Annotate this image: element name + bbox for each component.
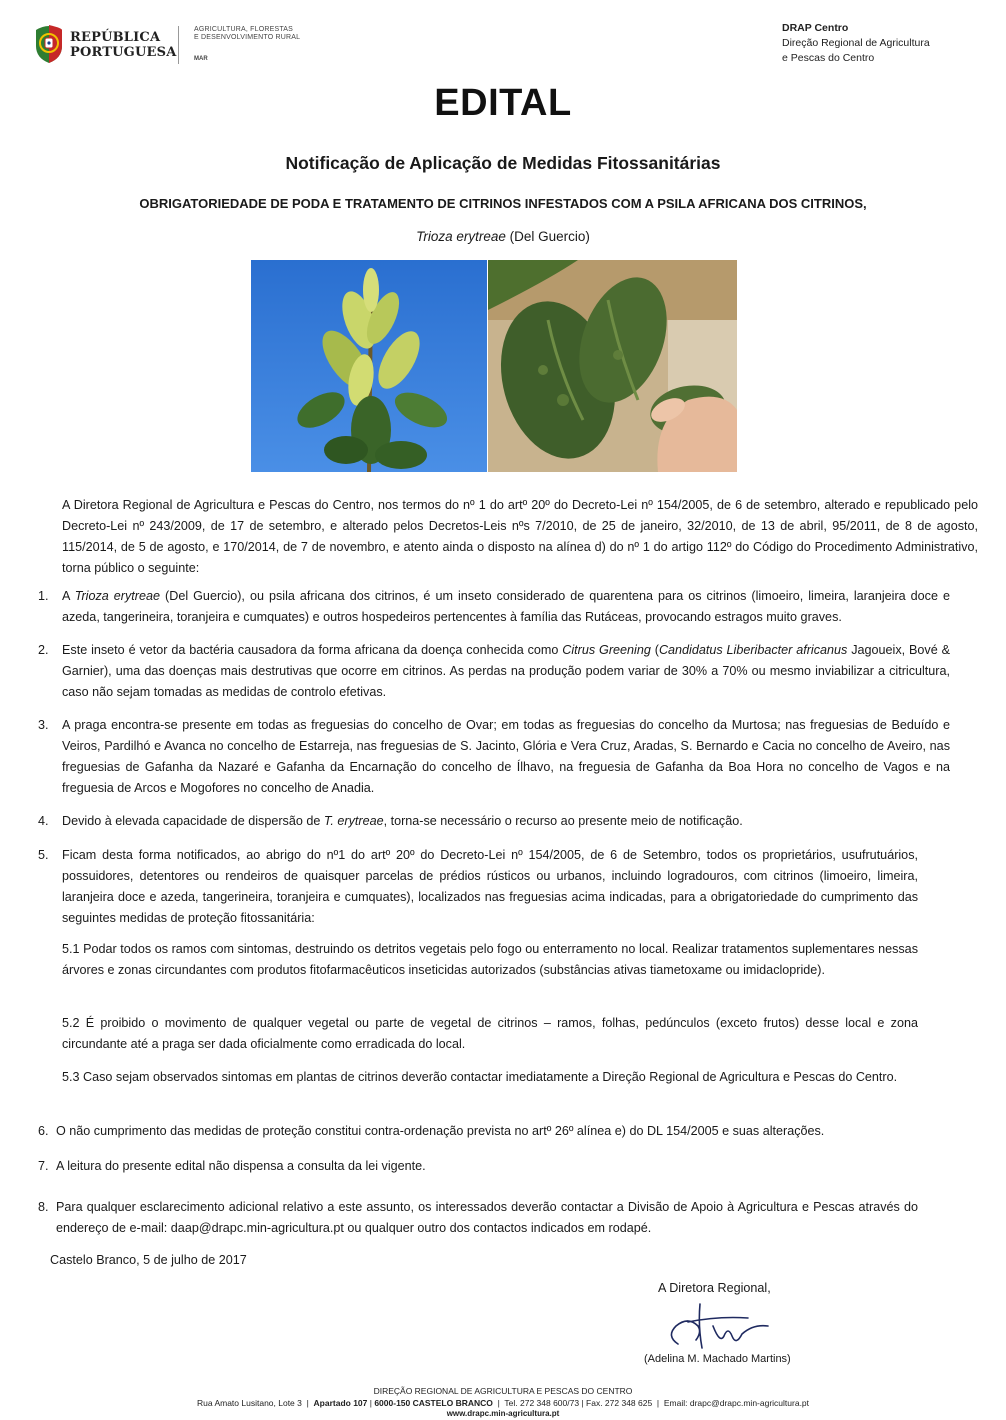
item-2-part-a: Este inseto é vetor da bactéria causadora da forma africana da doença conhecida como: [62, 643, 563, 657]
item-6-text: O não cumprimento das medidas de proteção constitui contra-ordenação prevista no artº 26º alínea e) do DL 154/2005 e suas alterações.: [56, 1124, 825, 1138]
ministry-line-1: AGRICULTURA, FLORESTAS: [194, 26, 294, 33]
footer-box: Apartado 107: [313, 1398, 368, 1408]
republica-portuguesa-logo: [32, 22, 302, 68]
organization-short-name: DRAP Centro: [782, 22, 849, 34]
item-7-number: 7.: [38, 1159, 49, 1173]
item-2-part-e: Jagoueix, Bové & Garnier), uma das doenças mais destrutivas que ocorre em citrinos. As perdas na produção podem variar de 30% a 70% ou mesmo inviabilizar a citricultura, caso não sejam tomadas as medidas de controlo efetivas.: [62, 643, 950, 699]
item-1-text: [62, 586, 950, 628]
footer-email: Email: drapc@drapc.min-agricultura.pt: [663, 1398, 810, 1408]
photo-infested-citrus-shoot: [251, 260, 487, 472]
item-4-part-a: Devido à elevada capacidade de dispersão de: [62, 814, 324, 828]
item-8-text: Para qualquer esclarecimento adicional relativo a este assunto, os interessados deverão contactar a Divisão de Apoio à Agricultura e Pescas através do endereço de e-mail: daap@drapc.min-agricultura.pt ou qualquer outro dos contactos indicados em rodapé.: [56, 1200, 918, 1235]
intro-paragraph: A Diretora Regional de Agricultura e Pescas do Centro, nos termos do nº 1 do artº 20º do Decreto-Lei nº 154/2005, de 6 de setembro, alterado e republicado pelo Decreto-Lei nº 243/2009, de 17 de setembro, e alterado pelos Decretos-Leis nºs 7/2010, de 25 de janeiro, 32/2010, de 13 de abril, 95/2011, de 8 de agosto, 115/2014, de 5 de agosto, e 170/2014, de 7 de novembro, e atento ainda o disposto na alínea d) do nº 1 do artigo 112º do Código do Procedimento Administrativo, torna público o seguinte:: [62, 498, 978, 575]
species-name: Trioza erytreae: [416, 229, 506, 244]
footer-address: Rua Amato Lusitano, Lote 3: [196, 1398, 302, 1408]
ministry-line-2: E DESENVOLVIMENTO RURAL: [194, 34, 301, 41]
item-1-species: Trioza erytreae: [74, 589, 161, 603]
document-title: EDITAL: [434, 82, 572, 124]
item-3-number: 3.: [38, 718, 49, 732]
photo-leaf-galls-in-hand: [488, 260, 737, 472]
coat-of-arms-icon: [32, 24, 66, 64]
item-3-text: A praga encontra-se presente em todas as freguesias do concelho de Ovar; em todas as freguesias do concelho da Murtosa; nas freguesias de Beduído e Veiros, Pardilhó e Avanca no concelho de Estarreja, nas freguesias de S. Jacinto, Glória e Vera Cruz, Aradas, S. Bernardo e Cacia no concelho de Aveiro, nas freguesias de Gafanha da Nazaré e Gafanha da Encarnação do concelho de Ílhavo, na freguesia de Gafanha da Boa Hora no concelho de Vagos e na freguesia de Arcos e Mogofores no concelho de Anadia.: [62, 718, 950, 795]
item-1-number: 1.: [38, 589, 49, 603]
logo-divider: [178, 26, 179, 64]
organization-block: [782, 21, 930, 66]
signatory-role: A Diretora Regional,: [658, 1281, 771, 1295]
item-4-part-c: , torna-se necessário o recurso ao presente meio de notificação.: [383, 814, 743, 828]
organization-name-line-2: e Pescas do Centro: [782, 52, 875, 64]
footer-phone: Tel. 272 348 600/73: [504, 1398, 580, 1408]
item-4-species: T. erytreae: [323, 814, 384, 828]
handwritten-signature: [658, 1296, 778, 1356]
item-1-part-c: (Del Guercio), ou psila africana dos citrinos, é um inseto considerado de quarentena para os citrinos (limoeiro, limeira, laranjeira doce e azeda, tangerineira, toranjeira e cumquates) e outros hospedeiros pertencentes à família das Rutáceas, provocando estragos muito graves.: [62, 589, 950, 624]
subitem-5-1-text: 5.1 Podar todos os ramos com sintomas, destruindo os detritos vegetais pelo fogo ou enterramento no local. Realizar tratamentos suplementares nessas árvores e zonas circundantes com produtos fitofarmacêuticos inseticidas autorizados (substâncias ativas tiametoxame ou imidaclopride).: [62, 942, 918, 977]
subitem-5-3-text: 5.3 Caso sejam observados sintomas em plantas de citrinos deverão contactar imediatamente a Direção Regional de Agricultura e Pescas do Centro.: [62, 1070, 898, 1084]
footer-organization: DIREÇÃO REGIONAL DE AGRICULTURA E PESCAS DO CENTRO: [373, 1386, 633, 1396]
signatory-name: (Adelina M. Machado Martins): [644, 1353, 791, 1365]
item-5-text: Ficam desta forma notificados, ao abrigo do nº1 do artº 20º do Decreto-Lei nº 154/2005, de 6 de Setembro, todos os proprietários, usufrutuários, possuidores, detentores ou rendeiros de quaisquer parcelas de prédios rústicos ou urbanos, incluindo logradouros, com citrinos (limoeiro, limeira, laranjeira doce e azeda, tangerineira, toranjeira e cumquates), localizados nas freguesias acima indicadas, para a obrigatoriedade do cumprimento das seguintes medidas de proteção fitossanitária:: [62, 848, 918, 925]
footer-contacts: Rua Amato Lusitano, Lote 3 | Apartado 107 | 6000-150 CASTELO BRANCO | Tel. 272 348 600/73 | Fax. 272 348 625 | Email: drapc@drapc.min-agricultura.pt: [196, 1398, 810, 1408]
item-1-part-a: A: [62, 589, 75, 603]
species-line: [0, 229, 1006, 244]
item-2-part-c: (: [650, 643, 659, 657]
item-6-number: 6.: [38, 1124, 49, 1138]
item-4-number: 4.: [38, 814, 49, 828]
item-5-number: 5.: [38, 848, 49, 862]
document-headline: OBRIGATORIEDADE DE PODA E TRATAMENTO DE CITRINOS INFESTADOS COM A PSILA AFRICANA DOS CITRINOS,: [139, 196, 867, 211]
item-2-bacteria: Candidatus Liberibacter africanus: [658, 643, 848, 657]
footer-postcode: 6000-150 CASTELO BRANCO: [374, 1398, 493, 1408]
species-author: (Del Guercio): [505, 229, 590, 244]
item-8-number: 8.: [38, 1200, 49, 1214]
place-and-date: Castelo Branco, 5 de julho de 2017: [50, 1253, 247, 1267]
footer-website: www.drapc.min-agricultura.pt: [446, 1409, 560, 1418]
logo-text-portuguesa: PORTUGUESA: [70, 45, 177, 60]
logo-text-republica: REPÚBLICA: [70, 30, 161, 45]
item-2-number: 2.: [38, 643, 49, 657]
footer-fax: Fax. 272 348 625: [586, 1398, 653, 1408]
item-2-text: [62, 640, 950, 703]
item-7-text: A leitura do presente edital não dispensa a consulta da lei vigente.: [56, 1159, 426, 1173]
organization-name-line-1: Direção Regional de Agricultura: [782, 37, 930, 49]
item-4-text: [62, 811, 950, 832]
document-subtitle: Notificação de Aplicação de Medidas Fitossanitárias: [285, 153, 721, 173]
item-2-disease: Citrus Greening: [562, 643, 651, 657]
subitem-5-2-text: 5.2 É proibido o movimento de qualquer vegetal ou parte de vegetal de citrinos – ramos, folhas, pedúnculos (exceto frutos) desse local e zona circundante até a praga ser dada oficialmente como erradicada do local.: [62, 1016, 918, 1051]
ministry-line-3: MAR: [194, 56, 208, 62]
